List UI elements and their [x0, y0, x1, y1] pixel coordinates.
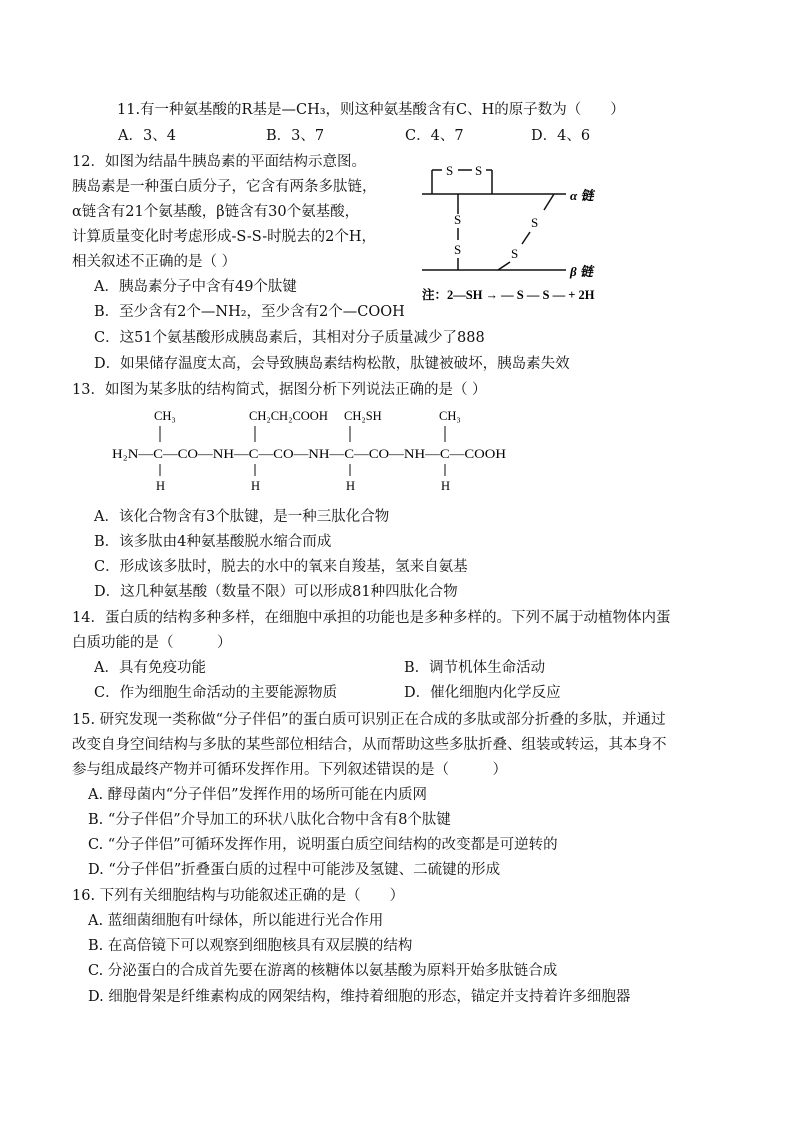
- q13-option-d: D．这几种氨基酸（数量不限）可以形成81种四肽化合物: [94, 584, 458, 600]
- diagram-s-2: S: [475, 163, 483, 178]
- h-atom-1: H: [156, 479, 166, 493]
- main-chain: H₂N—C—CO—NH—C—CO—NH—C—CO—NH—C—COOH: [112, 447, 506, 461]
- question-13-stem: 13．如图为某多肽的结构简式，据图分析下列说法正确的是（ ）: [72, 382, 487, 398]
- polypeptide-formula: [112, 404, 512, 494]
- q12-option-d: D．如果储存温度太高，会导致胰岛素结构松散，肽键被破坏，胰岛素失效: [94, 356, 570, 372]
- diagram-s-6: S: [511, 246, 519, 261]
- h-atom-2: H: [251, 479, 261, 493]
- question-12-stem-line1: 12．如图为结晶牛胰岛素的平面结构示意图。: [72, 154, 366, 170]
- q15-option-a: A. 酵母菌内“分子伴侣”发挥作用的场所可能在内质网: [88, 787, 428, 803]
- q13-option-a: A．该化合物含有3个肽键，是一种三肽化合物: [94, 509, 390, 525]
- q14-option-a: A．具有免疫功能: [94, 660, 206, 676]
- q11-option-a: A．3、4: [118, 128, 176, 144]
- q14-option-c: C．作为细胞生命活动的主要能源物质: [94, 685, 338, 701]
- q15-option-b: B. “分子伴侣”介导加工的环状八肽化合物中含有8个肽键: [88, 812, 451, 828]
- q16-option-b: B. 在高倍镜下可以观察到细胞核具有双层膜的结构: [88, 938, 413, 954]
- q16-option-a: A. 蓝细菌细胞有叶绿体，所以能进行光合作用: [88, 913, 384, 929]
- q15-option-d: D. “分子伴侣”折叠蛋白质的过程中可能涉及氢键、二硫键的形成: [88, 862, 501, 878]
- diagram-s-3: S: [454, 212, 462, 227]
- q15-option-c: C. “分子伴侣”可循环发挥作用，说明蛋白质空间结构的改变都是可逆转的: [88, 837, 558, 853]
- q14-option-d: D．催化细胞内化学反应: [404, 685, 561, 701]
- q11-option-d: D．4、6: [531, 128, 591, 144]
- h-atom-3: H: [346, 479, 356, 493]
- question-15-stem-line3: 参与组成最终产物并可循环发挥作用。下列叙述错误的是（ ）: [72, 762, 507, 778]
- alpha-chain-label: α 链: [570, 188, 594, 203]
- question-12-stem-line4: 计算质量变化时考虑形成-S-S-时脱去的2个H，: [72, 229, 376, 245]
- q13-option-c: C．形成该多肽时，脱去的水中的氧来自羧基，氢来自氨基: [94, 559, 468, 575]
- q12-option-a: A．胰岛素分子中含有49个肽键: [94, 279, 297, 295]
- question-12-stem-line5: 相关叙述不正确的是（ ）: [72, 254, 237, 270]
- question-11-stem: 11.有一种氨基酸的R基是—CH₃，则这种氨基酸含有C、H的原子数为（ ）: [117, 102, 625, 118]
- r-group-2: CH₂CH₂COOH: [249, 409, 328, 423]
- h-atom-4: H: [441, 479, 451, 493]
- question-15-stem-line2: 改变自身空间结构与多肽的某些部位相结合，从而帮助这些多肽折叠、组装或转运，其本身不: [72, 737, 667, 753]
- question-15-stem-line1: 15. 研究发现一类称做“分子伴侣”的蛋白质可识别正在合成的多肽或部分折叠的多肽，并通过: [72, 712, 666, 728]
- insulin-structure-diagram: [418, 158, 618, 308]
- question-14-stem-line1: 14．蛋白质的结构多种多样，在细胞中承担的功能也是多种多样的。下列不属于动植物体内蛋: [72, 610, 671, 626]
- q16-option-c: C. 分泌蛋白的合成首先要在游离的核糖体以氨基酸为原料开始多肽链合成: [88, 963, 558, 979]
- q11-option-b: B．3、7: [266, 128, 325, 144]
- diagram-s-4: S: [454, 242, 462, 257]
- diagram-s-1: S: [446, 163, 454, 178]
- diagram-s-5: S: [531, 215, 539, 230]
- r-group-4: CH₃: [439, 409, 461, 423]
- question-16-stem: 16. 下列有关细胞结构与功能叙述正确的是（ ）: [72, 888, 405, 904]
- q13-option-b: B．该多肽由4种氨基酸脱水缩合而成: [94, 534, 332, 550]
- question-12-stem-line3: α链含有21个氨基酸，β链含有30个氨基酸，: [72, 204, 360, 220]
- q12-option-b: B．至少含有2个—NH₂，至少含有2个—COOH: [94, 304, 405, 320]
- diagram-note: 注：2—SH → — S — S — + 2H: [422, 288, 595, 302]
- r-group-3: CH₂SH: [344, 409, 382, 423]
- q14-option-b: B．调节机体生命活动: [404, 660, 546, 676]
- q16-option-d: D. 细胞骨架是纤维素构成的网架结构，维持着细胞的形态，锚定并支持着许多细胞器: [88, 989, 631, 1005]
- q11-option-c: C．4、7: [405, 128, 464, 144]
- beta-chain-label: β 链: [570, 264, 593, 279]
- question-12-stem-line2: 胰岛素是一种蛋白质分子，它含有两条多肽链，: [72, 179, 377, 195]
- r-group-1: CH₃: [154, 409, 176, 423]
- q12-option-c: C．这51个氨基酸形成胰岛素后，其相对分子质量减少了888: [94, 330, 485, 346]
- question-14-stem-line2: 白质功能的是（ ）: [72, 635, 232, 651]
